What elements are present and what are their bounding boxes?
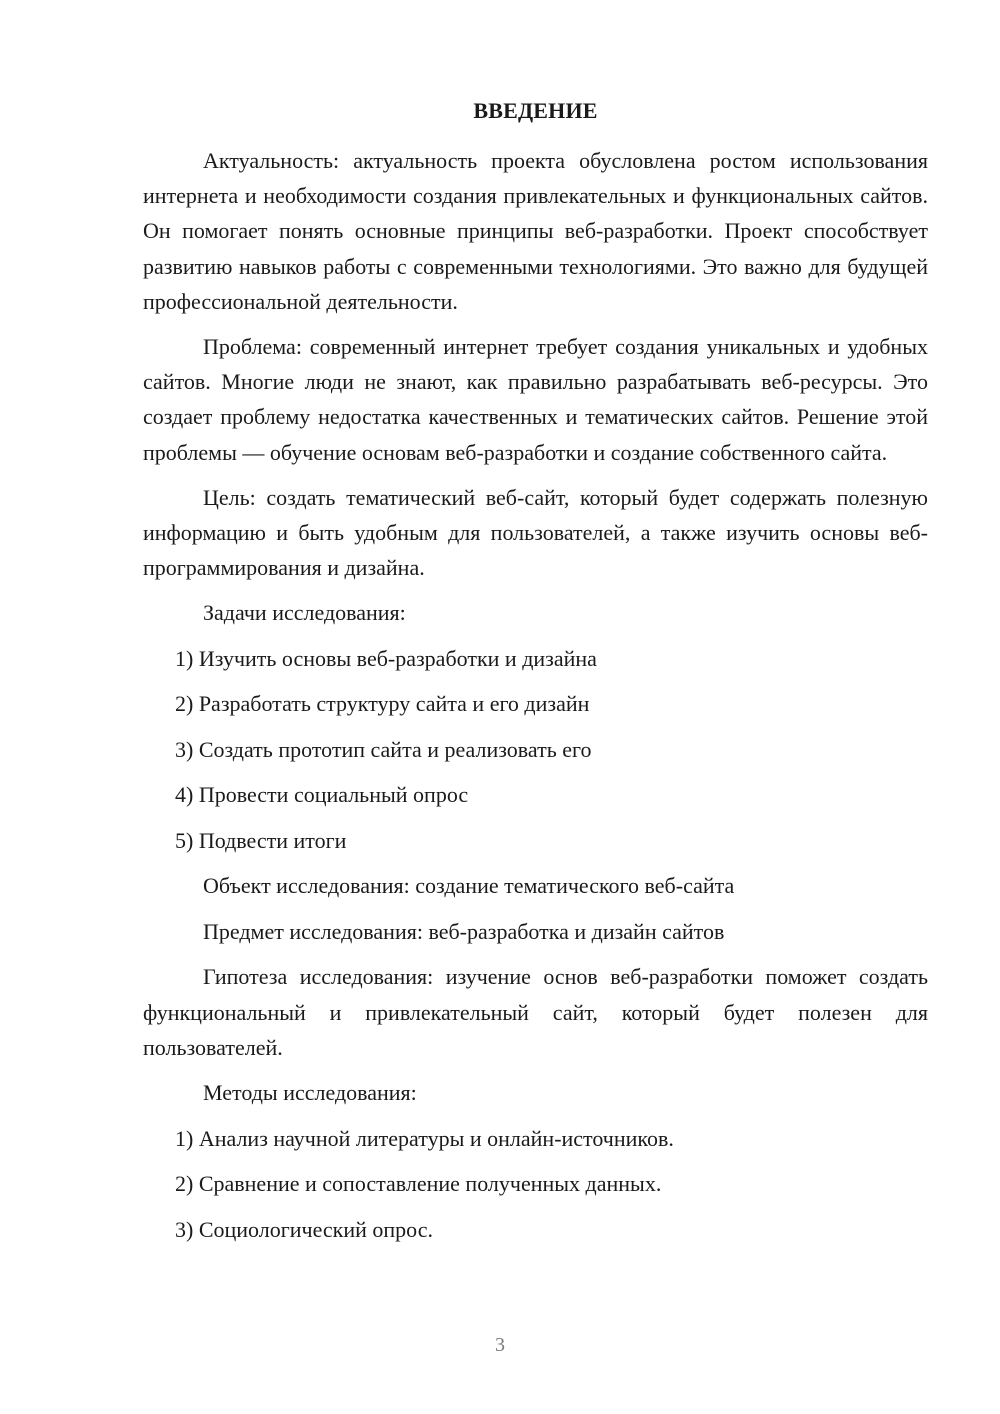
section-title: ВВЕДЕНИЕ — [473, 98, 598, 123]
list-item: 3) Создать прототип сайта и реализовать его — [175, 736, 592, 762]
hypothesis-paragraph: Гипотеза исследования: изучение основ веб-разработки поможет создать функциональный и привлекательный сайт, который будет полезен для пользователей. — [143, 964, 928, 1060]
list-item: 2) Разработать структуру сайта и его дизайн — [175, 691, 590, 717]
relevance-paragraph: Актуальность: актуальность проекта обусловлена ростом использования интернета и необходимости создания привлекательных и функциональных сайтов. Он помогает понять основные принципы веб-разработки. Проект способствует развитию навыков работы с современными технологиями. Это важно для будущей профессиональной деятельности. — [143, 148, 928, 314]
document-page — [143, 95, 928, 1257]
tasks-heading: Задачи исследования: — [203, 600, 406, 626]
subject-line: Предмет исследования: веб-разработка и дизайн сайтов — [203, 918, 725, 944]
problem-paragraph: Проблема: современный интернет требует создания уникальных и удобных сайтов. Многие люди не знают, как правильно разрабатывать веб-ресурсы. Это создает проблему недостатка качественных и тематических сайтов. Решение этой проблемы — обучение основам веб-разработки и создание собственного сайта. — [143, 334, 928, 465]
list-item: 4) Провести социальный опрос — [175, 782, 469, 808]
page-number: 3 — [495, 1334, 505, 1356]
methods-heading: Методы исследования: — [203, 1080, 417, 1106]
tasks-list — [143, 641, 928, 858]
methods-list — [143, 1121, 928, 1247]
list-item: 1) Изучить основы веб-разработки и дизайна — [175, 645, 597, 671]
goal-paragraph: Цель: создать тематический веб-сайт, который будет содержать полезную информацию и быть удобным для пользователей, а также изучить основы веб-программирования и дизайна. — [143, 484, 928, 581]
list-item: 2) Сравнение и сопоставление полученных данных. — [175, 1171, 662, 1197]
object-line: Объект исследования: создание тематического веб-сайта — [203, 873, 735, 899]
list-item: 5) Подвести итоги — [175, 827, 347, 853]
list-item: 3) Социологический опрос. — [175, 1216, 433, 1242]
list-item: 1) Анализ научной литературы и онлайн-источников. — [175, 1125, 674, 1151]
